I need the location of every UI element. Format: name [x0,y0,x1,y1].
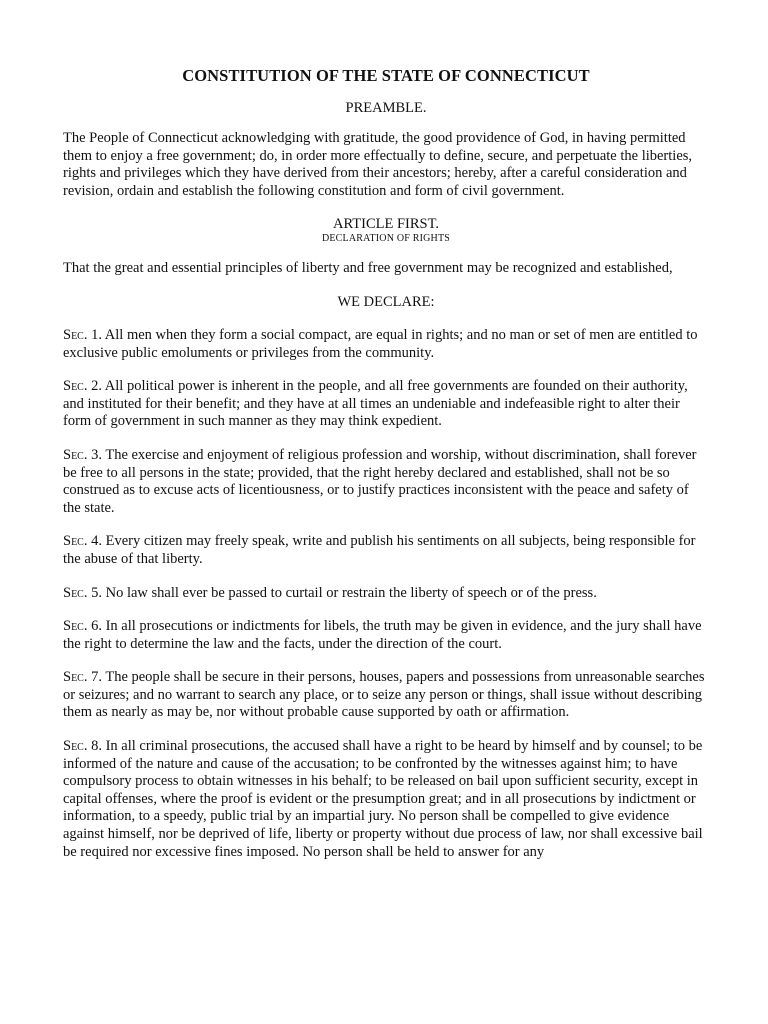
section-text: 7. The people shall be secure in their persons, houses, papers and possessions from unreasonable searches or seizures; and no warrant to search any place, or to seize any person or things, shall issue without describing them as nearly as may be, nor without probable cause supported by oath or affirmation. [63,669,705,721]
section-text: 2. All political power is inherent in the people, and all free governments are founded on their authority, and instituted for their benefit; and they have at all times an undeniable and indefeasible right to alter their form of government in such manner as they may think expedient. [63,378,688,430]
section-5 [63,585,709,603]
article-subheading: DECLARATION OF RIGHTS [321,233,451,245]
section-1 [63,327,709,362]
section-label: Sec. [63,326,88,343]
intro-paragraph: That the great and essential principles of liberty and free government may be recognized and established, [63,260,673,277]
article-heading: ARTICLE FIRST. [332,216,439,233]
declare-heading: WE DECLARE: [337,293,435,310]
document-page [63,66,709,861]
preamble-heading: PREAMBLE. [345,100,427,116]
section-text: 4. Every citizen may freely speak, write and publish his sentiments on all subjects, being responsible for the abuse of that liberty. [63,533,696,567]
section-label: Sec. [63,618,88,635]
section-label: Sec. [63,584,88,601]
section-label: Sec. [63,738,88,755]
section-label: Sec. [63,533,88,550]
section-text: 8. In all criminal prosecutions, the accused shall have a right to be heard by himself and by counsel; to be informed of the nature and cause of the accusation; to be confronted by the witnesses against him; to have compulsory process to obtain witnesses in his behalf; to be released on bail upon sufficient security, except in capital offenses, where the proof is evident or the presumption great; and in all prosecutions by indictment or information, to a speedy, public trial by an impartial jury. No person shall be compelled to give evidence against himself, nor be deprived of life, liberty or property without due process of law, nor shall excessive bail be required nor excessive fines imposed. No person shall be held to answer for any [63,738,703,860]
section-text: 1. All men when they form a social compact, are equal in rights; and no man or set of men are entitled to exclusive public emoluments or privileges from the community. [63,326,698,361]
preamble-paragraph: The People of Connecticut acknowledging with gratitude, the good providence of God, in having permitted them to enjoy a free government; do, in order more effectually to define, secure, and perpetuate the liberties, rights and privileges which they have derived from their ancestors; hereby, after a careful consideration and revision, ordain and establish the following constitution and form of civil government. [63,130,693,199]
section-4 [63,533,709,568]
section-7 [63,669,709,722]
section-text: 5. No law shall ever be passed to curtail or restrain the liberty of speech or of the press. [87,584,597,601]
section-2 [63,378,709,431]
section-label: Sec. [63,446,88,463]
document-title: CONSTITUTION OF THE STATE OF CONNECTICUT [182,66,590,85]
section-text: 6. In all prosecutions or indictments for libels, the truth may be given in evidence, and the jury shall have the right to determine the law and the facts, under the direction of the court. [63,618,702,652]
section-3 [63,447,709,517]
section-6 [63,618,709,653]
section-text: 3. The exercise and enjoyment of religious profession and worship, without discrimination, shall forever be free to all persons in the state; provided, that the right hereby declared and established, shall not be so construed as to excuse acts of licentiousness, or to justify practices inconsistent with the peace and safety of the state. [63,446,697,516]
section-label: Sec. [63,669,88,686]
section-label: Sec. [63,378,88,395]
section-8 [63,738,709,861]
